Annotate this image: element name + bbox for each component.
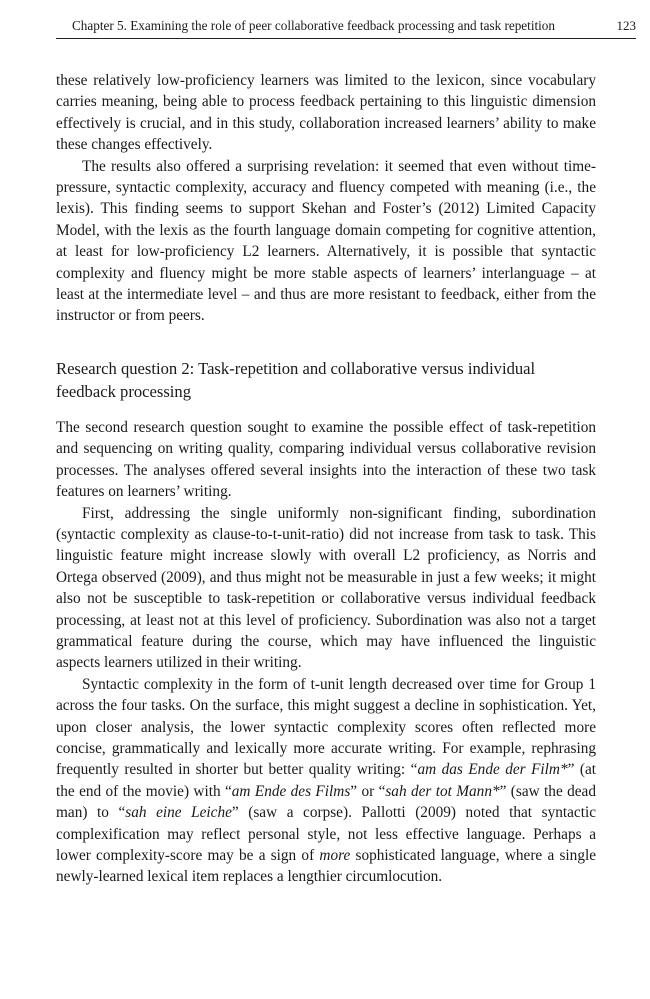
german-example: am das Ende der Film* xyxy=(417,761,568,779)
german-example: am Ende des Films xyxy=(231,782,351,800)
running-header xyxy=(56,14,636,39)
paragraph: First, addressing the single uniformly non-significant finding, subordination (syntactic complexity as clause-to-t-unit-ratio) did not increase from task to task. This linguistic feature might increase slowly with overall L2 proficiency, as Norris and Ortega observed (2009), and thus might not be measurable in just a few weeks; it might also not be susceptible to task-repetition or collaborative versus individual feedback processing, at least not at this level of proficiency. Subordination was also not a target grammatical feature during the course, which may have influenced the linguistic aspects learners utilized in their writing. xyxy=(56,504,596,672)
text-run: ” or “ xyxy=(350,782,386,800)
text-run: ” (saw the dead man) to “ xyxy=(56,782,596,822)
german-example: sah der tot Mann* xyxy=(385,782,500,800)
emphasis: more xyxy=(319,847,351,864)
text-run: Syntactic complexity in the form of t-unit length decreased over time for Group 1 across the four tasks. On the surface, this might suggest a decline in sophistication. Yet, upon closer analysis, the lower syntactic complexity scores often reflected more concise, grammatically and lexically more accurate writing. For example, rephrasing frequently resulted in shorter but better quality writing: “ xyxy=(56,675,596,779)
text-run: ” (at the end of the movie) with “ xyxy=(56,761,596,800)
german-example: sah eine Leiche xyxy=(125,804,232,822)
text-run: ” (saw a corpse). Pallotti (2009) noted that syntactic complexification may reflect personal style, not less effective language. Perhaps a lower complexity-score may be a sign of xyxy=(56,804,596,864)
paragraph: The second research question sought to examine the possible effect of task-repetition and sequencing on writing quality, comparing individual versus collaborative revision processes. The analyses offered several insights into the interaction of these two task features on learners’ writing. xyxy=(56,418,596,501)
paragraph: The results also offered a surprising revelation: it seemed that even without time-pressure, syntactic complexity, accuracy and fluency competed with meaning (i.e., the lexis). This finding seems to support Skehan and Foster’s (2012) Limited Capacity Model, with the lexis as the fourth language domain competing for cognitive attention, at least for low-proficiency L2 learners. Alternatively, it is possible that syntactic complexity and fluency might be more stable aspects of learners’ interlanguage – at least at the intermediate level – and thus are more resistant to feedback, either from the instructor or from peers. xyxy=(56,157,596,325)
paragraph xyxy=(56,674,596,888)
section-heading: Research question 2: Task-repetition and collaborative versus individual feedback processing xyxy=(56,358,536,401)
page-body xyxy=(56,70,596,888)
page-number: 123 xyxy=(616,18,636,33)
running-title: Chapter 5. Examining the role of peer collaborative feedback processing and task repetition xyxy=(72,18,555,33)
text-run: sophisticated language, where a single newly-learned lexical item replaces a lengthier circumlocution. xyxy=(56,847,597,886)
paragraph: these relatively low-proficiency learners was limited to the lexicon, since vocabulary carries meaning, being able to process feedback pertaining to this linguistic dimension effectively is crucial, and in this study, collaboration increased learners’ ability to make these changes effectively. xyxy=(56,72,596,154)
